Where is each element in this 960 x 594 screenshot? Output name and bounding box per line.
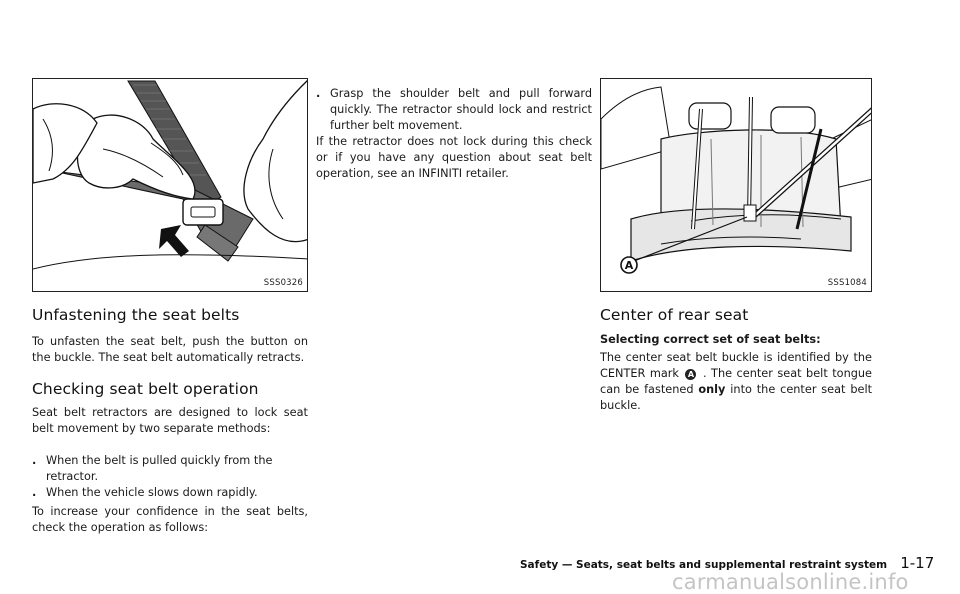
heading-center-rear-seat: Center of rear seat bbox=[600, 306, 749, 324]
heading-unfastening: Unfastening the seat belts bbox=[32, 306, 240, 324]
footer-section-title: Safety — Seats, seat belts and supplemental restraint system bbox=[520, 559, 888, 571]
bullet-text: Grasp the shoulder belt and pull forward quickly. The retractor should lock and restrict further belt movement. bbox=[330, 87, 592, 132]
bullet-dot: . bbox=[316, 87, 321, 100]
paragraph-confidence: To increase your confidence in the seat belts, check the operation as follows: bbox=[32, 505, 308, 534]
bullet-text: When the vehicle slows down rapidly. bbox=[46, 486, 258, 499]
text-part: . The center seat belt tongue can be fastened bbox=[600, 367, 873, 396]
paragraph-retailer: If the retractor does not lock during this check or if you have any question about seat belt operation, see an INFINITI retailer. bbox=[316, 135, 592, 180]
paragraph-checking: Seat belt retractors are designed to lock seat belt movement by two separate methods: bbox=[32, 406, 308, 435]
paragraph-center-mark bbox=[600, 350, 872, 414]
figure-label: SSS1084 bbox=[827, 278, 867, 288]
figure-rear-seat bbox=[600, 78, 872, 292]
figure-label: SSS0326 bbox=[263, 278, 303, 288]
callout-label: A bbox=[624, 259, 634, 272]
bullet-dot: . bbox=[32, 454, 37, 467]
bullet-text: When the belt is pulled quickly from the retractor. bbox=[46, 454, 273, 483]
text-part: into the center seat belt buckle. bbox=[600, 383, 873, 412]
bullet-slows-down bbox=[32, 485, 308, 501]
text-part: The center seat belt buckle is identified by the CENTER mark bbox=[600, 351, 872, 380]
watermark: carmanualsonline.info bbox=[672, 570, 909, 594]
rear-seat-illustration bbox=[601, 79, 872, 292]
bullet-grasp-belt bbox=[316, 86, 592, 134]
bullet-dot: . bbox=[32, 486, 37, 499]
bullet-pulled-quickly bbox=[32, 453, 308, 485]
page-number: 1-17 bbox=[900, 554, 935, 572]
subheading-selecting-belts: Selecting correct set of seat belts: bbox=[600, 333, 821, 346]
belt-buckle-illustration bbox=[33, 79, 308, 292]
heading-checking: Checking seat belt operation bbox=[32, 380, 259, 398]
figure-unfasten-belt bbox=[32, 78, 308, 292]
center-mark-symbol: A bbox=[685, 369, 696, 380]
emphasis-only: only bbox=[698, 383, 726, 396]
paragraph-unfastening: To unfasten the seat belt, push the button on the buckle. The seat belt automatically retracts. bbox=[32, 335, 308, 364]
